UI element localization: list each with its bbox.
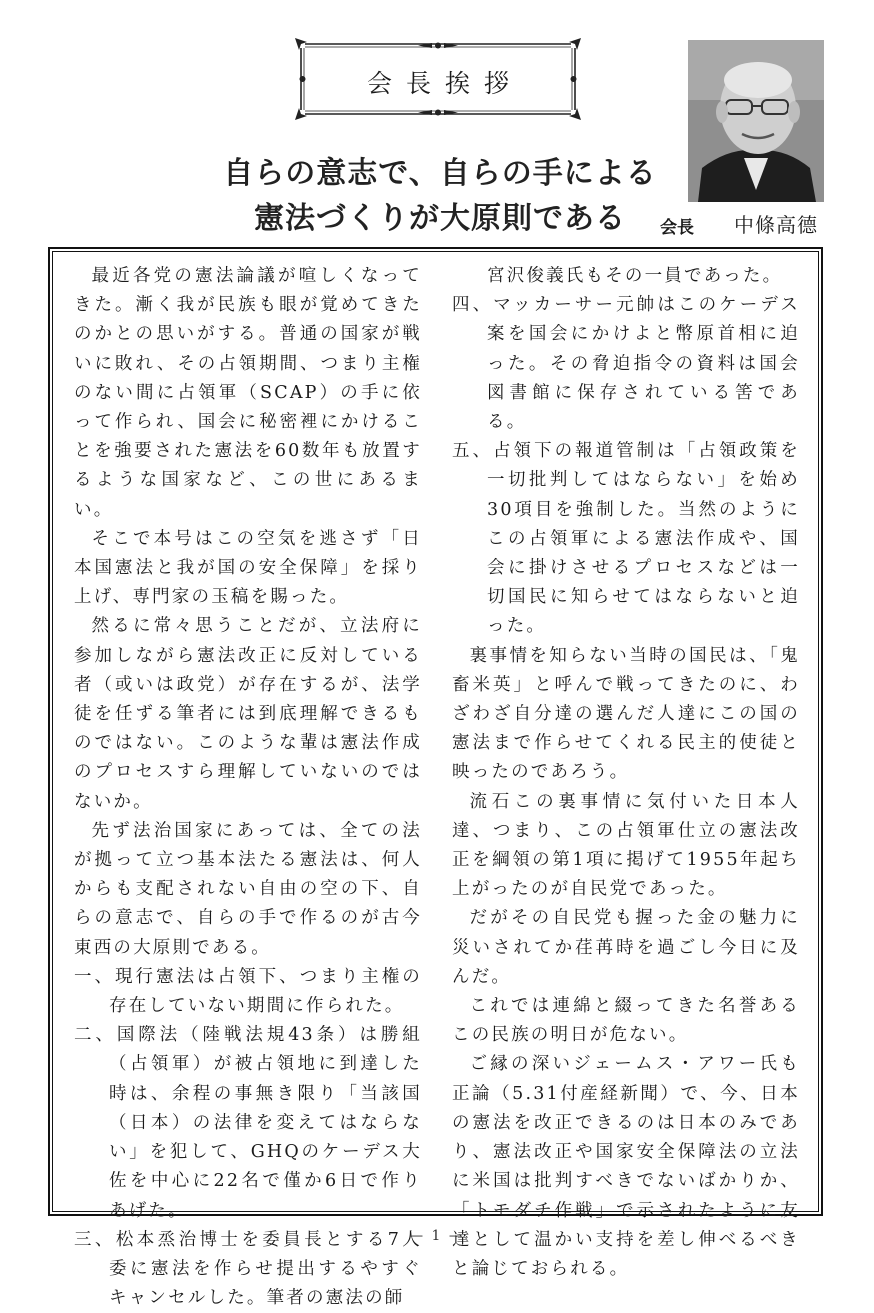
list-item: 一、現行憲法は占領下、つまり主権の存在していない期間に作られた。: [74, 966, 422, 1017]
paragraph: これでは連綿と綴ってきた名誉あるこの民族の明日が危ない。: [452, 996, 800, 1046]
paragraph: そこで本号はこの空気を逃さず「日本国憲法と我が国の安全保障」を採り上げ、専門家の玉稿を賜った。: [74, 528, 422, 608]
author-name: 中條高德: [734, 213, 818, 237]
section-title-frame: [293, 36, 583, 122]
paragraph: だがその自民党も握った金の魅力に災いされてか荏苒時を過ごし今日に及んだ。: [452, 908, 800, 987]
headline-line-2: 憲法づくりが大原則である: [254, 201, 626, 236]
list-item: 二、国際法（陸戦法規43条）は勝組（占領軍）が被占領地に到達した時は、余程の事無き限り「当該国（日本）の法律を変えてはならない」を犯して、GHQのケーデス大佐を中心に22名で僅か6日で作りあげた。: [74, 1025, 422, 1221]
paragraph: 流石この裏事情に気付いた日本人達、つまり、この占領軍仕立の憲法改正を綱領の第1項に掲げて1955年起ち上がったのが自民党であった。: [452, 791, 800, 900]
article-column-right: [452, 262, 800, 1284]
paragraph: 裏事情を知らない当時の国民は、「鬼畜米英」と呼んで戦ってきたのに、わざわざ自分達の選んだ人達にこの国の憲法まで作らせてくれる民主的使徒と映ったのであろう。: [452, 645, 800, 783]
paragraph: ご縁の深いジェームス・アワー氏も正論（5.31付産経新聞）で、今、日本の憲法を改正できるのは日本のみであり、憲法改正や国家安全保障法の立法に米国は批判すべきでないばかりか、「トモダチ作戦」で示されたように友達として温かい支持を差し伸べるべきと論じておられる。: [452, 1054, 800, 1279]
article-column-left: [74, 262, 422, 1313]
author-portrait: [688, 40, 824, 202]
author-role: 会長: [660, 218, 694, 238]
list-item: 三、松本烝治博士を委員長とする7人委に憲法を作らせ提出するやすぐキャンセルした。筆者の憲法の師: [74, 1229, 422, 1309]
author-byline: [660, 207, 840, 237]
section-title: 会長挨拶: [366, 69, 523, 98]
list-item-continuation: 宮沢俊義氏もその一員であった。: [487, 266, 783, 286]
list-item: 四、マッカーサー元帥はこのケーデス案を国会にかけよと幣原首相に迫った。その脅迫指令の資料は国会図書館に保存されている筈である。: [452, 295, 800, 433]
paragraph: 然るに常々思うことだが、立法府に参加しながら憲法改正に反対している者（或いは政党）が存在するが、法学徒を任ずる筆者には到底理解できるものではない。このような輩は憲法作成のプロセスすら理解していないのではないか。: [74, 616, 422, 812]
headline-line-1: 自らの意志で、自らの手による: [223, 156, 657, 191]
paragraph: 最近各党の憲法論議が喧しくなってきた。漸く我が民族も眼が覚めてきたのかとの思いがする。普通の国家が戦いに敗れ、その占領期間、つまり主権のない間に占領軍（SCAP）の手に依って作られ、国会に秘密裡にかけることを強要された憲法を60数年も放置するような国家など、この世にあるまい。: [74, 266, 422, 520]
page-number: — 1 —: [409, 1228, 465, 1244]
paragraph: 先ず法治国家にあっては、全ての法が拠って立つ基本法たる憲法は、何人からも支配されない自由の空の下、自らの意志で、自らの手で作るのが古今東西の大原則である。: [74, 820, 422, 958]
list-item: 五、占領下の報道管制は「占領政策を一切批判してはならない」を始め30項目を強制した。当然のようにこの占領軍による憲法作成や、国会に掛けさせるプロセスなどは一切国民に知らせてはならないと迫った。: [452, 441, 800, 637]
